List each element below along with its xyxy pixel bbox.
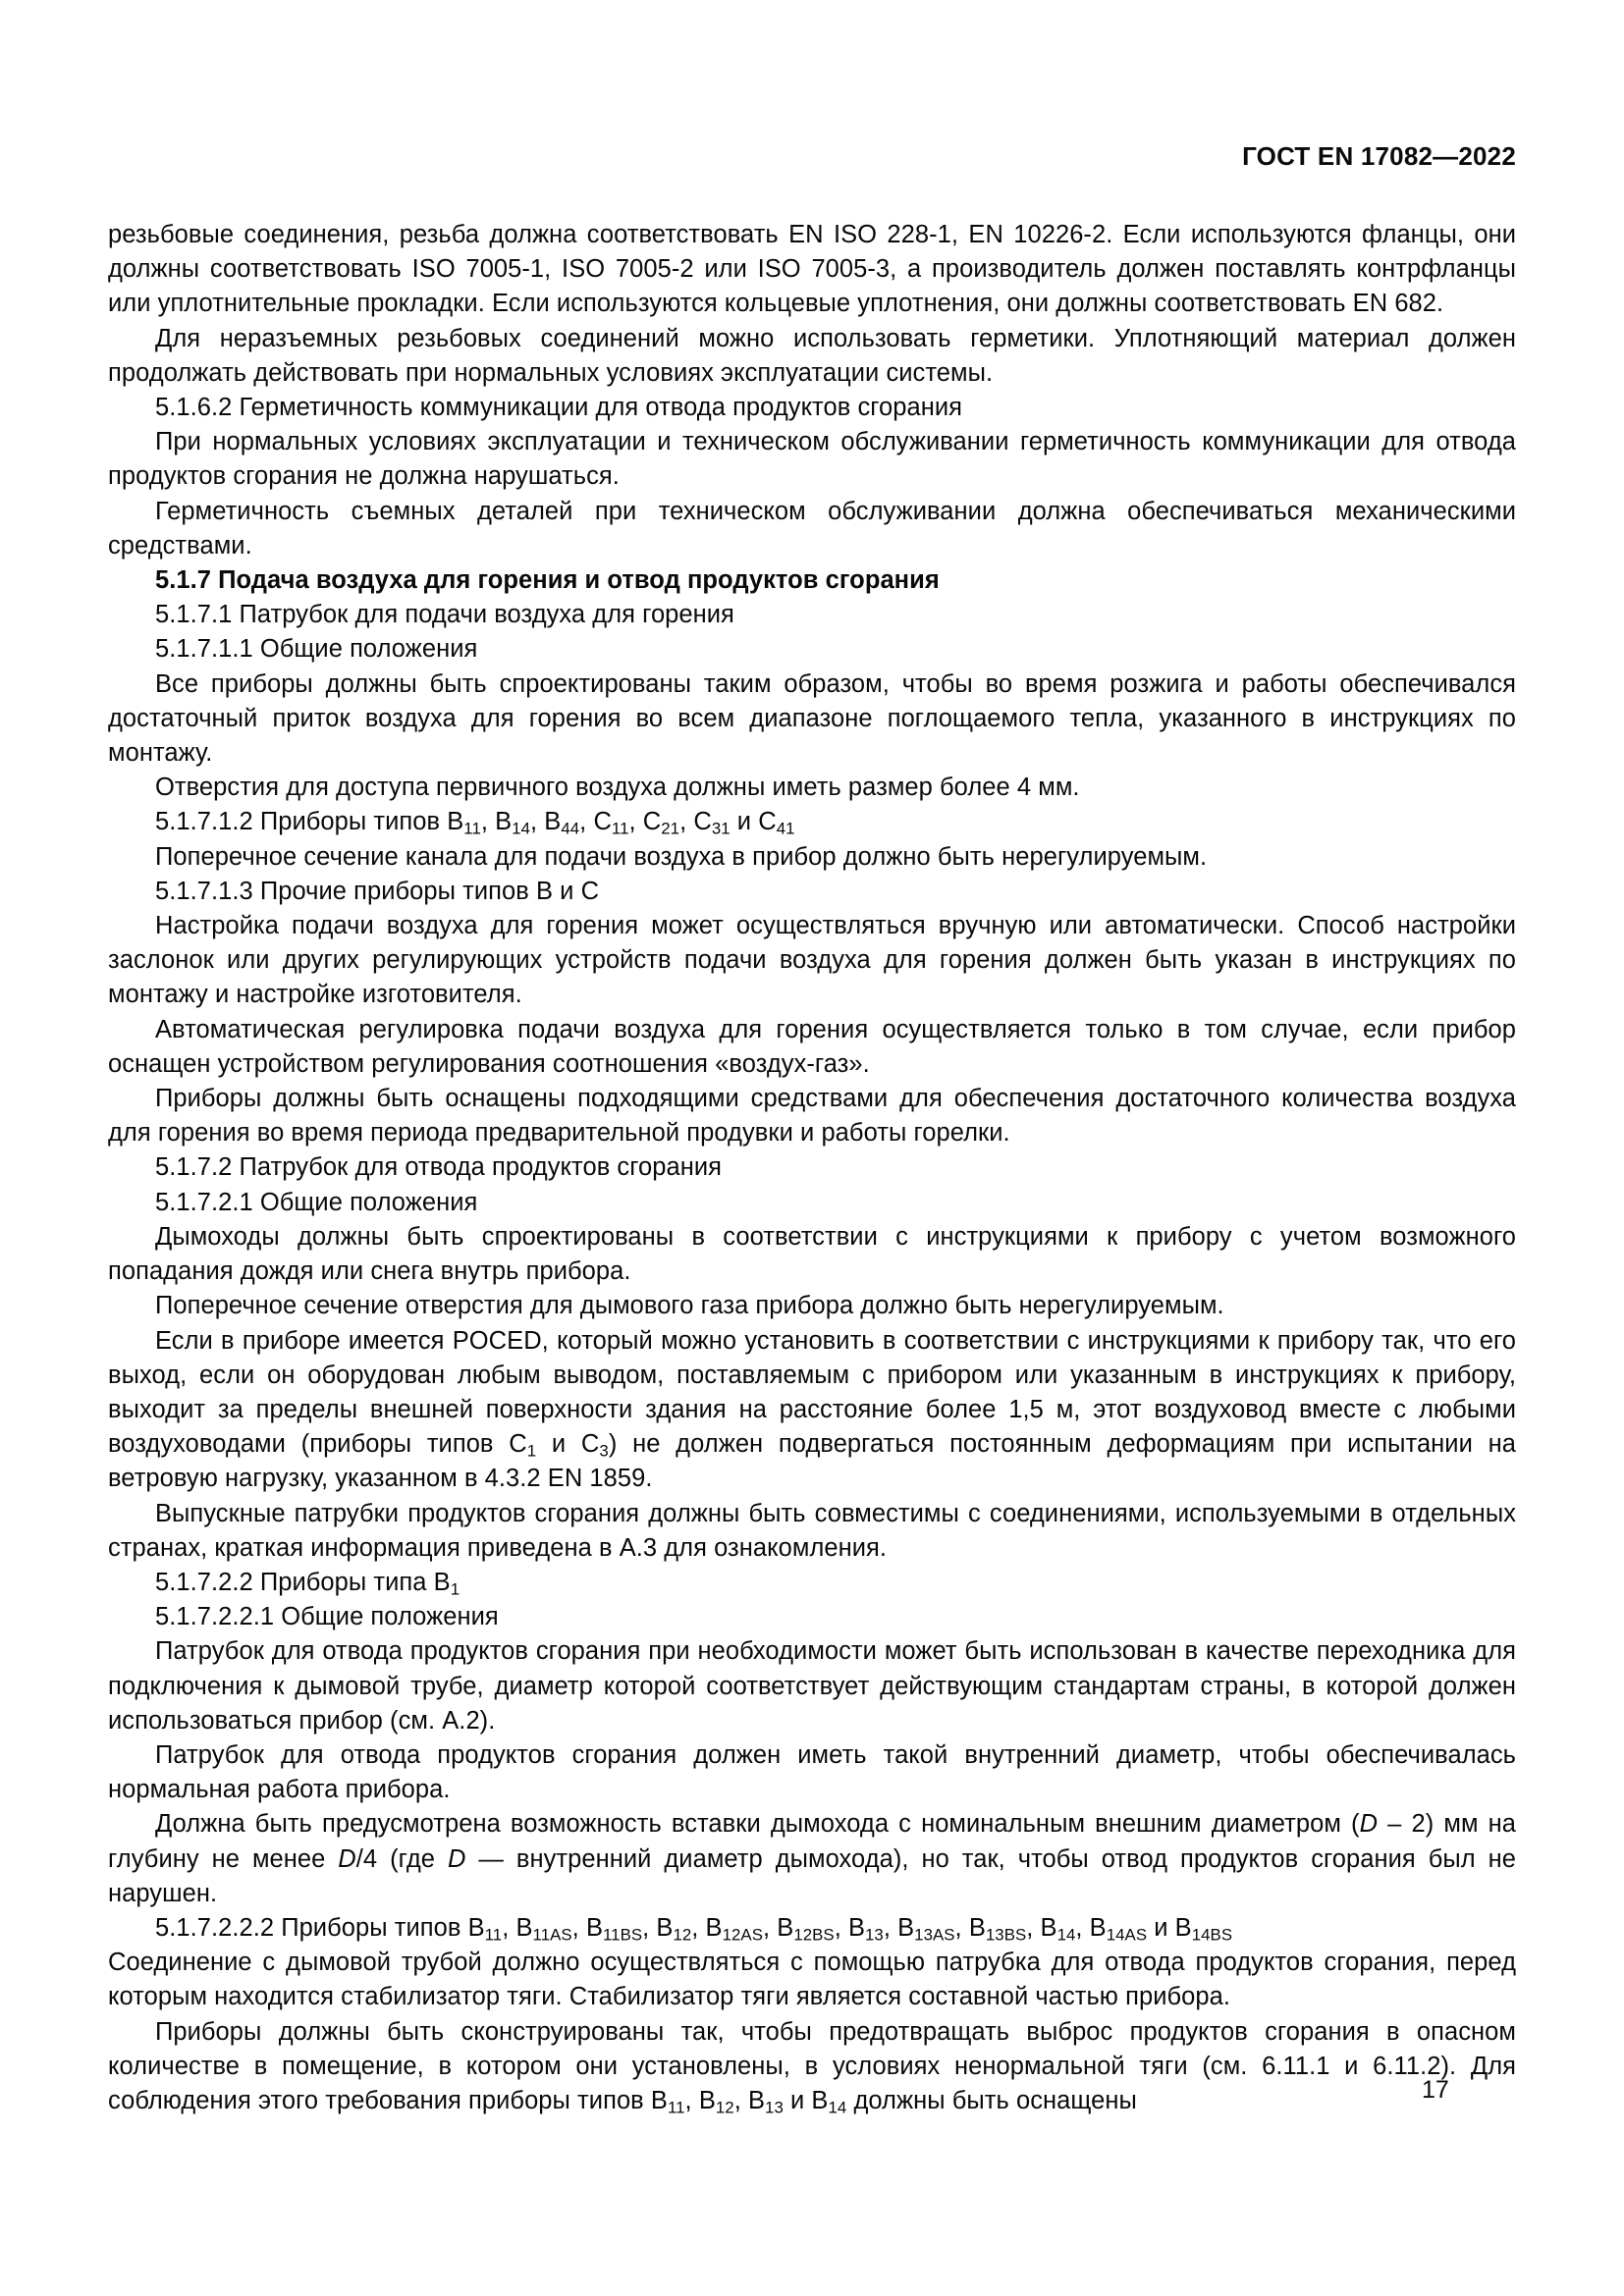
paragraph-p15: Автоматическая регулировка подачи воздуха для горения осуществляется только в том случае, если прибор оснащен устройством регулирования соотношения «воздух-газ». bbox=[108, 1015, 1516, 1078]
paragraph-p23: 5.1.7.2.2 Приборы типа $B_1$ bbox=[155, 1568, 460, 1599]
paragraph-p4: При нормальных условиях эксплуатации и техническом обслуживании герметичность коммуникации для отвода продуктов сгорания не должна нарушаться. bbox=[108, 428, 1516, 491]
page-number: 17 bbox=[1422, 2076, 1449, 2104]
paragraph-p21: Если в приборе имеется POCED, который можно установить в соответствии с инструкциями к прибору так, что его выход, если он оборудован любым выводом, поставляемым с прибором или указанным в инструкциях к прибору, выходит за пределы внешней поверхности здания на расстояние более 1,5 м, этот воздуховод вместе с любыми воздуховодами (приборы типов $C_1$ и $C_3$) не должен подвергаться постоянным деформациям при испытании на ветровую нагрузку, указанном в 4.3.2 EN 1859. bbox=[108, 1326, 1516, 1493]
paragraph-p7: 5.1.7.1 Патрубок для подачи воздуха для горения bbox=[155, 601, 734, 629]
paragraph-p30: Приборы должны быть сконструированы так, чтобы предотвращать выброс продуктов сгорания в опасном количестве в помещение, в котором они установлены, в условиях ненормальной тяги (см. 6.11.1 и 6.11.2). Для соблюдения этого требования приборы типов $B_{11}$, $B_{12}$, $B_{13}$ и $B_{14}$ должны быть оснащены bbox=[108, 2017, 1516, 2117]
paragraph-p20: Поперечное сечение отверстия для дымового газа прибора должно быть нерегулируемым. bbox=[155, 1292, 1224, 1320]
paragraph-p17: 5.1.7.2 Патрубок для отвода продуктов сгорания bbox=[155, 1153, 722, 1182]
document-body bbox=[108, 218, 1516, 2118]
paragraph-p28: 5.1.7.2.2.2 Приборы типов $B_{11}$, $B_{11AS}$, $B_{11BS}$, $B_{12}$, $B_{12AS}$, $B_{12BS}$, $B_{13}$, $B_{13AS}$, $B_{13BS}$, $B_{14}$, $B_{14AS}$ и $B_{14BS}$ bbox=[155, 1913, 1233, 1945]
paragraph-p24: 5.1.7.2.2.1 Общие положения bbox=[155, 1603, 499, 1631]
paragraph-p8: 5.1.7.1.1 Общие положения bbox=[155, 635, 478, 664]
page-header-standard-number: ГОСТ EN 17082—2022 bbox=[1242, 141, 1516, 171]
section-heading-5-1-7: 5.1.7 Подача воздуха для горения и отвод продуктов сгорания bbox=[155, 566, 940, 595]
paragraph-p13: 5.1.7.1.3 Прочие приборы типов B и C bbox=[155, 877, 600, 905]
paragraph-p12: Поперечное сечение канала для подачи воздуха в прибор должно быть нерегулируемым. bbox=[155, 842, 1208, 871]
paragraph-p18: 5.1.7.2.1 Общие положения bbox=[155, 1188, 478, 1216]
paragraph-p22: Выпускные патрубки продуктов сгорания должны быть совместимы с соединениями, используемыми в отдельных странах, краткая информация приведена в А.3 для ознакомления. bbox=[108, 1499, 1516, 1562]
paragraph-p9: Все приборы должны быть спроектированы таким образом, чтобы во время розжига и работы обеспечивался достаточный приток воздуха для горения во всем диапазоне поглощаемого тепла, указанного в инструкциях по монтажу. bbox=[108, 669, 1516, 768]
paragraph-p27: Должна быть предусмотрена возможность вставки дымохода с номинальным внешним диаметром (D – 2) мм на глубину не менее D/4 (где D — внутренний диаметр дымохода), но так, чтобы отвод продуктов сгорания был не нарушен. bbox=[108, 1810, 1516, 1907]
paragraph-p26: Патрубок для отвода продуктов сгорания должен иметь такой внутренний диаметр, чтобы обеспечивалась нормальная работа прибора. bbox=[108, 1740, 1516, 1804]
paragraph-p2: Для неразъемных резьбовых соединений можно использовать герметики. Уплотняющий материал должен продолжать действовать при нормальных условиях эксплуатации системы. bbox=[108, 324, 1516, 387]
paragraph-p16: Приборы должны быть оснащены подходящими средствами для обеспечения достаточного количества воздуха для горения во время периода предварительной продувки и работы горелки. bbox=[108, 1085, 1516, 1148]
paragraph-p5: Герметичность съемных деталей при техническом обслуживании должна обеспечиваться механическими средствами. bbox=[108, 497, 1516, 560]
paragraph-p10: Отверстия для доступа первичного воздуха должны иметь размер более 4 мм. bbox=[155, 774, 1080, 802]
paragraph-p29: Соединение с дымовой трубой должно осуществляться с помощью патрубка для отвода продуктов сгорания, перед которым находится стабилизатор тяги. Стабилизатор тяги является составной частью прибора. bbox=[108, 1949, 1516, 2011]
paragraph-p11: 5.1.7.1.2 Приборы типов $B_{11}$, $B_{14}$, $B_{44}$, $C_{11}$, $C_{21}$, $C_{31}$ и $C_{41}$ bbox=[155, 808, 795, 839]
paragraph-p19: Дымоходы должны быть спроектированы в соответствии с инструкциями к прибору с учетом возможного попадания дождя или снега внутрь прибора. bbox=[108, 1222, 1516, 1286]
paragraph-p3: 5.1.6.2 Герметичность коммуникации для отвода продуктов сгорания bbox=[155, 394, 963, 422]
paragraph-p25: Патрубок для отвода продуктов сгорания при необходимости может быть использован в качестве переходника для подключения к дымовой трубе, диаметр которой соответствует действующим стандартам страны, в которой должен использоваться прибор (см. А.2). bbox=[108, 1637, 1516, 1735]
paragraph-p14: Настройка подачи воздуха для горения может осуществляться вручную или автоматически. Способ настройки заслонок или других регулирующих устройств подачи воздуха для горения должен быть указан в инструкциях по монтажу и настройке изготовителя. bbox=[108, 912, 1516, 1009]
paragraph-p1: резьбовые соединения, резьба должна соответствовать EN ISO 228-1, EN 10226-2. Если используются фланцы, они должны соответствовать ISO 7005-1, ISO 7005-2 или ISO 7005-3, а производитель должен поставлять контрфланцы или уплотнительные прокладки. Если используются кольцевые уплотнения, они должны соответствовать EN 682. bbox=[108, 221, 1516, 318]
